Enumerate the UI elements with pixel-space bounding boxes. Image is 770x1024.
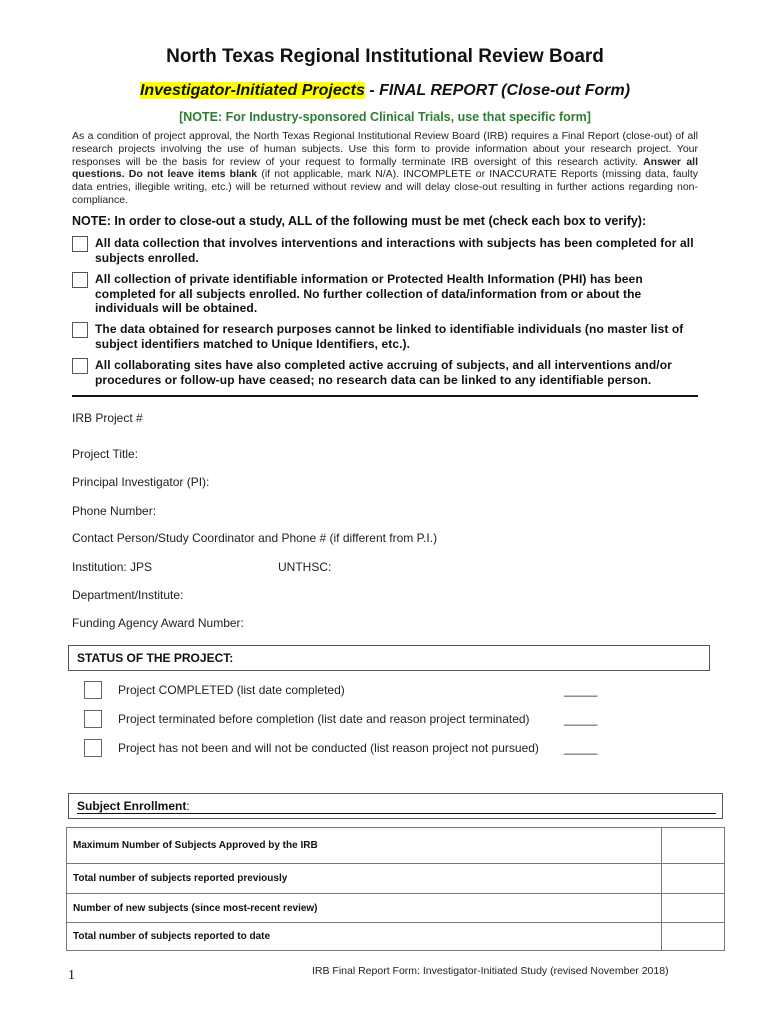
enrollment-heading-box [68,793,723,819]
enrollment-value-cell[interactable] [662,894,725,923]
enrollment-row-label: Total number of subjects reported to date [67,923,662,951]
form-subtitle [0,82,770,100]
requirement-label: All collaborating sites have also completed active accruing of subjects, and all interventions and/or procedures or follow-up have ceased; no research data can be linked to any identifiable person. [95,358,672,387]
requirement-label: The data obtained for research purposes cannot be linked to identifiable individuals (no master list of subject identifiers matched to Unique Identifiers, etc.). [95,322,684,351]
enrollment-row-label: Maximum Number of Subjects Approved by the IRB [67,828,662,864]
intro-part2: (if not applicable, mark N/A). INCOMPLETE or INACCURATE Reports (missing data, faulty data entries, illegible writing, etc.) will be returned without review and will delay close-out resulting in further actions regarding non-compliance. [72,168,698,206]
requirement-checkbox[interactable] [72,272,88,288]
enrollment-row-label: Number of new subjects (since most-recent review) [67,894,662,923]
status-heading-box [68,645,710,671]
funding-field[interactable]: Funding Agency Award Number: [72,616,244,630]
table-row [67,864,725,894]
table-row [67,923,725,951]
enrollment-colon: : [186,799,190,813]
institution-jps-field[interactable]: Institution: JPS [72,560,153,574]
contact-field[interactable]: Contact Person/Study Coordinator and Phone # (if different from P.I.) [72,531,438,545]
pi-field[interactable]: Principal Investigator (PI): [72,475,210,489]
requirement-checkbox[interactable] [72,358,88,374]
enrollment-value-cell[interactable] [662,923,725,951]
irb-project-field[interactable]: IRB Project # [72,411,143,425]
table-row [67,894,725,923]
table-row [67,828,725,864]
intro-bold: Answer all questions. Do not leave items blank [72,155,698,181]
subtitle-rest: - FINAL REPORT (Close-out Form) [364,82,631,99]
status-blank[interactable]: _____ [564,712,598,726]
requirement-checkbox[interactable] [72,236,88,252]
form-title: North Texas Regional Institutional Review Board [166,46,604,67]
requirement-label: All collection of private identifiable information or Protected Health Information (PHI) has been completed for all subjects enrolled. No further collection of data/information from or about the individuals will be obtained. [95,272,643,315]
status-heading: STATUS OF THE PROJECT: [77,651,234,665]
footer-text: IRB Final Report Form: Investigator-Initiated Study (revised November 2018) [312,965,669,977]
enrollment-value-cell[interactable] [662,864,725,894]
enrollment-table [66,827,725,951]
enrollment-value-cell[interactable] [662,828,725,864]
requirements-heading: NOTE: In order to close-out a study, ALL of the following must be met (check each box to verify): [72,214,647,228]
status-label: Project COMPLETED (list date completed) [118,683,345,697]
section-divider [72,395,698,397]
enrollment-heading [77,799,190,813]
page-number: 1 [68,968,75,983]
requirement-checkbox[interactable] [72,322,88,338]
status-checkbox[interactable] [84,739,102,757]
intro-paragraph [72,130,698,207]
status-blank[interactable]: _____ [564,683,598,697]
status-blank[interactable]: _____ [564,741,598,755]
status-checkbox[interactable] [84,681,102,699]
status-label: Project terminated before completion (list date and reason project terminated) [118,712,530,726]
institution-unthsc-field[interactable]: UNTHSC: [278,560,332,574]
status-label: Project has not been and will not be conducted (list reason project not pursued) [118,741,539,755]
enrollment-underline [77,813,716,814]
status-checkbox[interactable] [84,710,102,728]
industry-note: [NOTE: For Industry-sponsored Clinical Trials, use that specific form] [179,110,591,124]
project-title-field[interactable]: Project Title: [72,447,139,461]
enrollment-row-label: Total number of subjects reported previously [67,864,662,894]
intro-part1: As a condition of project approval, the North Texas Regional Institutional Review Board (IRB) requires a Final Report (close-out) of all research projects involving the use of human subjects. Use this form to provide information about your research project. Your responses will be the basis for review of your request to formally terminate IRB oversight of this research activity. [72,130,698,168]
subtitle-highlight: Investigator-Initiated Projects [139,82,365,99]
phone-field[interactable]: Phone Number: [72,504,157,518]
requirement-label: All data collection that involves interventions and interactions with subjects has been completed for all subjects enrolled. [95,236,694,265]
enrollment-heading-text: Subject Enrollment [77,799,187,813]
department-field[interactable]: Department/Institute: [72,588,184,602]
